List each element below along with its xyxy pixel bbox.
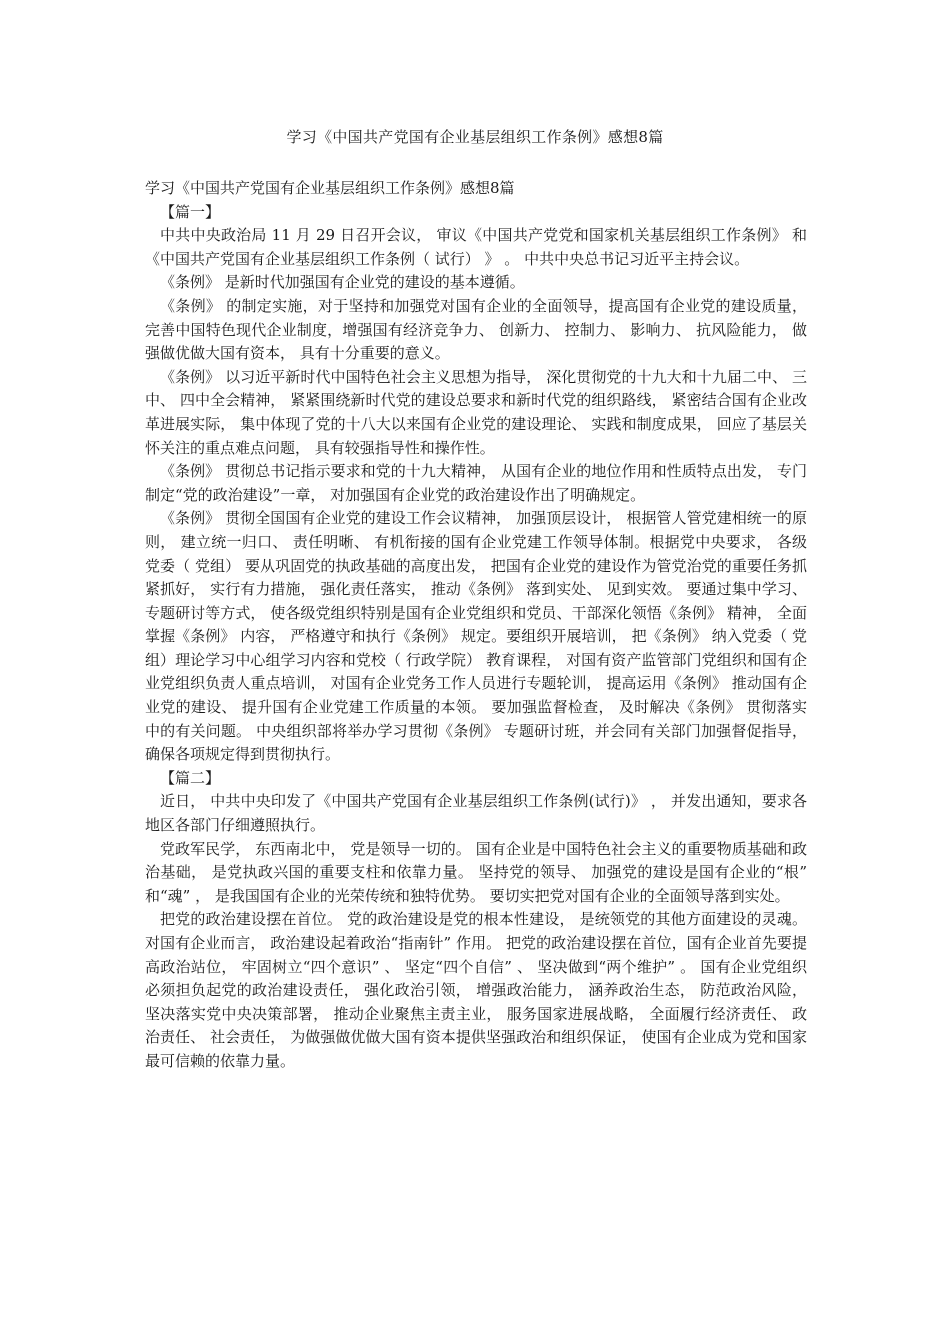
paragraph: 党政军民学， 东西南北中， 党是领导一切的。 国有企业是中国特色社会主义的重要物质基础和政治基础， 是党执政兴国的重要支柱和依靠力量。 坚持党的领导、 加强党的建设是国有企业的“根” 和“魂” ， 是我国国有企业的光荣传统和独特优势。 要切实把党对国有企业的全面领导落到实处。 [145,839,807,905]
paragraph: 近日， 中共中央印发了《中国共产党国有企业基层组织工作条例(试行)》 ， 并发出通知，要求各地区各部门仔细遵照执行。 [145,792,807,835]
section-heading-1: 【篇一】 [160,202,221,221]
paragraph: 中共中央政治局 11 月 29 日召开会议， 审议《中国共产党党和国家机关基层组织工作条例》 和《中国共产党国有企业基层组织工作条例（ 试行） 》 。 中共中央总书记习近平主持会议。 [145,226,807,268]
document-subtitle: 学习《中国共产党国有企业基层组织工作条例》感想8篇 [145,179,515,197]
paragraph: 《条例》 贯彻总书记指示要求和党的十九大精神， 从国有企业的地位作用和性质特点出发， 专门制定“党的政治建设”一章， 对加强国有企业党的政治建设作出了明确规定。 [145,462,807,504]
document-body [145,177,807,1074]
paragraph: 《条例》 的制定实施，对于坚持和加强党对国有企业的全面领导，提高国有企业党的建设质量， 完善中国特色现代企业制度，增强国有经济竞争力、 创新力、 控制力、 影响力、 抗风险能力， 做强做优做大国有资本， 具有十分重要的意义。 [145,296,807,363]
paragraph: 《条例》 以习近平新时代中国特色社会主义思想为指导， 深化贯彻党的十九大和十九届二中、 三中、 四中全会精神， 紧紧围绕新时代党的建设总要求和新时代党的组织路线， 紧密结合国有企业改革进展实际， 集中体现了党的十八大以来国有企业党的建设理论、 实践和制度成果， 回应了基层关怀关注的重点难点问题， 具有较强指导性和操作性。 [145,367,807,457]
section-heading-2: 【篇二】 [160,768,221,787]
paragraph: 《条例》 是新时代加强国有企业党的建设的基本遵循。 [160,273,525,292]
paragraph: 把党的政治建设摆在首位。 党的政治建设是党的根本性建设， 是统领党的其他方面建设的灵魂。 对国有企业而言， 政治建设起着政治“指南针” 作用。 把党的政治建设摆在首位，国有企业首先要提高政治站位， 牢固树立“四个意识” 、 坚定“四个自信” 、 坚决做到“两个维护” 。 国有企业党组织必须担负起党的政治建设责任， 强化政治引领， 增强政治能力， 涵养政治生态， 防范政治风险， 坚决落实党中央决策部署， 推动企业聚焦主责主业， 服务国家进展战略， 全面履行经济责任、 政治责任、 社会责任， 为做强做优做大国有资本提供坚强政治和组织保证， 使国有企业成为党和国家最可信赖的依靠力量。 [145,910,807,1070]
document-title: 学习《中国共产党国有企业基层组织工作条例》感想8篇 [286,128,664,146]
paragraph: 《条例》 贯彻全国国有企业党的建设工作会议精神， 加强顶层设计， 根据管人管党建相统一的原则， 建立统一归口、 责任明晰、 有机衔接的国有企业党建工作领导体制。根据党中央要求， 各级党委（ 党组） 要从巩固党的执政基础的高度出发， 把国有企业党的建设作为管党治党的重要任务抓紧抓好， 实行有力措施， 强化责任落实， 推动《条例》 落到实处、 见到实效。 要通过集中学习、 专题研讨等方式， 使各级党组织特别是国有企业党组织和党员、干部深化领悟《条例》 精神， 全面掌握《条例》 内容， 严格遵守和执行《条例》 规定。要组织开展培训， 把《条例》 纳入党委（ 党组）理论学习中心组学习内容和党校（ 行政学院） 教育课程， 对国有资产监管部门党组织和国有企业党组织负责人重点培训， 对国有企业党务工作人员进行专题轮训， 提高运用《条例》 推动国有企业党的建设、 提升国有企业党建工作质量的本领。 要加强监督检查， 及时解决《条例》 贯彻落实中的有关问题。 中央组织部将举办学习贯彻《条例》 专题研讨班，并会同有关部门加强督促指导， 确保各项规定得到贯彻执行。 [145,509,807,764]
